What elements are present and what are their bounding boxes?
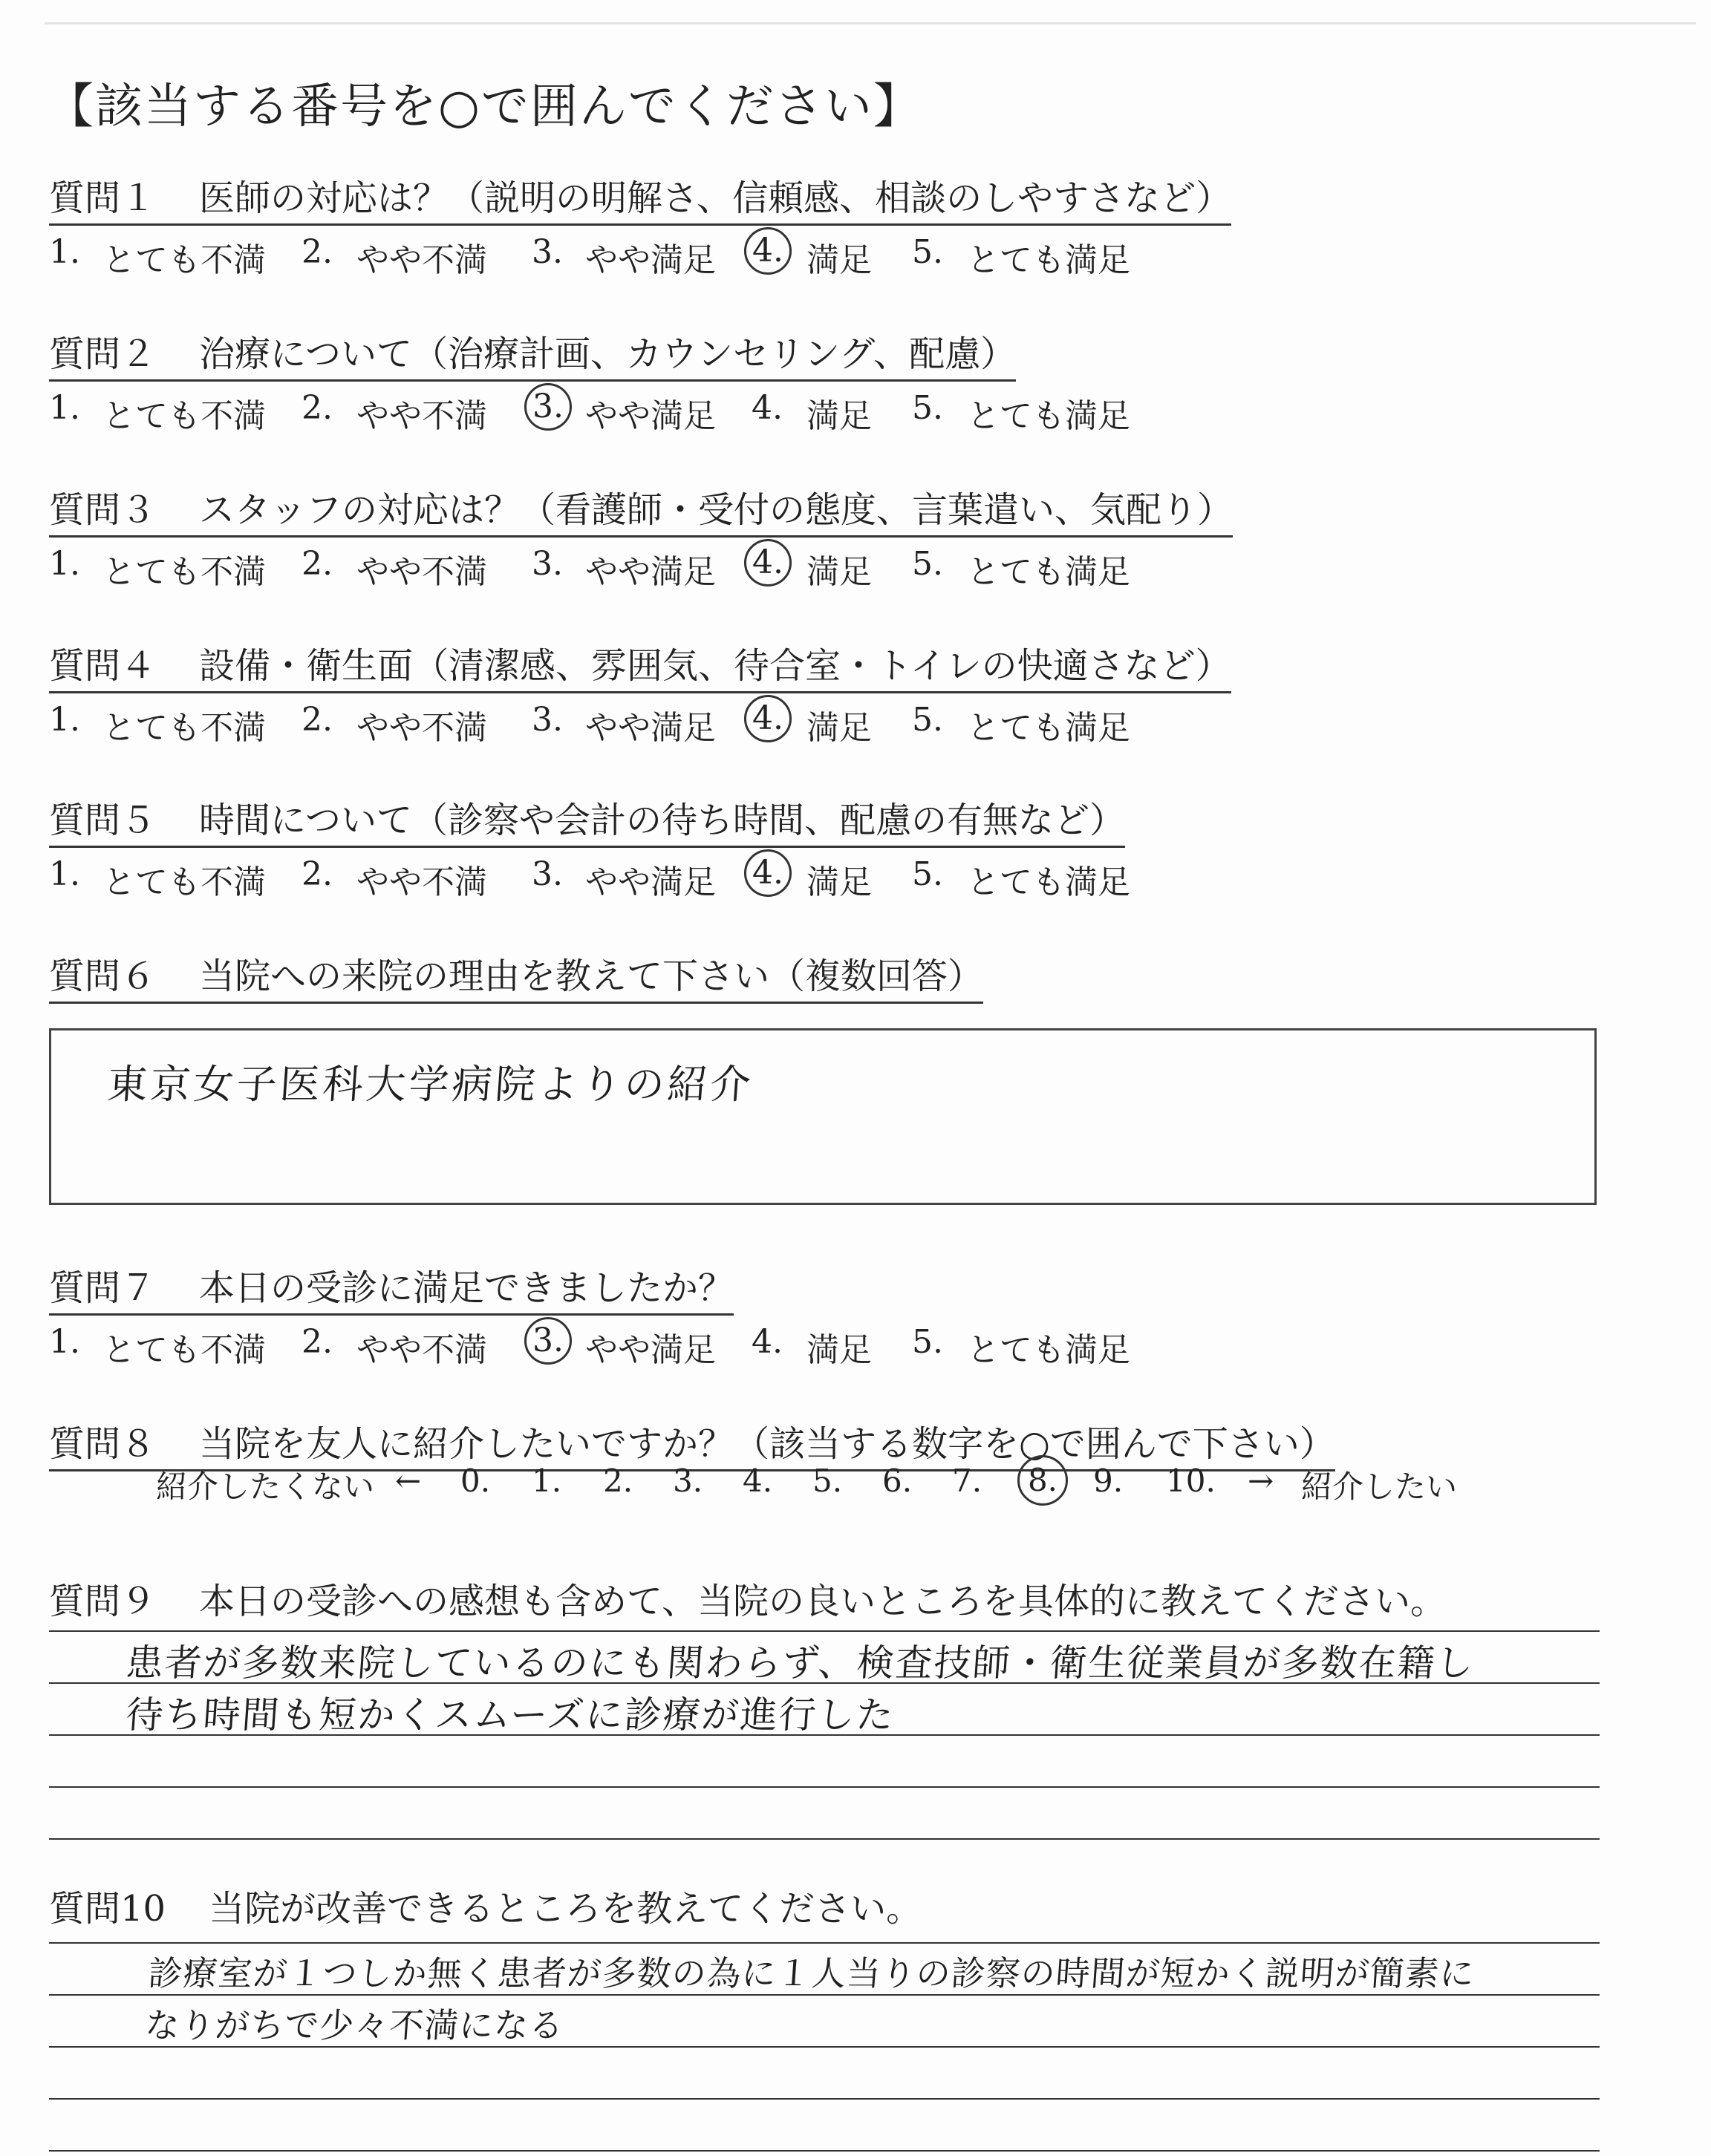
option-label: とても満足 <box>967 397 1130 435</box>
option-number: 3. <box>532 855 563 893</box>
option-number: 2. <box>302 545 333 583</box>
option-label: やや満足 <box>585 553 716 591</box>
question-text: 当院への来院の理由を教えて下さい（複数回答） <box>199 956 984 997</box>
option-label: とても満足 <box>967 863 1130 901</box>
option-label: やや不満 <box>356 553 487 591</box>
option-number: 1. <box>49 855 80 893</box>
question-9 <box>49 1572 1446 1624</box>
question-7 <box>49 1259 1130 1375</box>
option-number: 1. <box>49 1323 80 1361</box>
option-label: やや不満 <box>356 241 487 279</box>
option-label: やや不満 <box>356 709 487 747</box>
selected-option-circle: 4. <box>744 227 792 275</box>
rating-options <box>49 388 1130 441</box>
option-label: やや不満 <box>356 1331 487 1369</box>
option-number: 2. <box>302 1323 333 1361</box>
option-label: とても満足 <box>967 553 1130 591</box>
selected-option-circle: 3. <box>524 1317 572 1365</box>
question-number: 質問１ <box>49 177 157 219</box>
question-6 <box>49 947 983 1004</box>
option-label: やや満足 <box>585 397 716 435</box>
scale-right-label: 紹介したい <box>1301 1469 1458 1505</box>
question-text: 治療について（治療計画、カウンセリング、配慮） <box>199 333 1017 375</box>
option-label: 満足 <box>806 1331 872 1369</box>
selected-scale-circle: 8. <box>1017 1455 1068 1506</box>
option-number: 1. <box>49 545 80 583</box>
question-number: 質問２ <box>49 333 157 375</box>
option-label: やや満足 <box>585 863 716 901</box>
question-number: 質問５ <box>49 800 157 841</box>
option-number: 5. <box>912 545 943 583</box>
selected-option-circle: 4. <box>744 539 792 587</box>
rating-options <box>49 1322 1130 1375</box>
question-1-title <box>49 169 1231 226</box>
option-number: 1. <box>49 233 80 271</box>
option-number: 2. <box>302 389 333 427</box>
option-label: とても不満 <box>102 241 266 279</box>
question-text: 設備・衛生面（清潔感、雰囲気、待合室・トイレの快適さなど） <box>199 645 1231 687</box>
answer-line <box>49 1786 1600 1788</box>
option-label: とても満足 <box>967 1331 1130 1369</box>
selected-option-circle: 4. <box>744 849 792 897</box>
answer-line <box>49 2150 1600 2152</box>
option-label: 満足 <box>806 709 872 747</box>
scale-number: 9. <box>1093 1463 1124 1499</box>
selected-option-circle: 4. <box>744 695 792 742</box>
handwritten-answer-line-2: 待ち時間も短かくスムーズに診療が進行した <box>124 1693 896 1737</box>
question-number: 質問３ <box>49 489 157 531</box>
option-label: やや満足 <box>585 709 716 747</box>
scale-number: 3. <box>673 1463 703 1499</box>
option-label: やや不満 <box>356 863 487 901</box>
option-number: 4. <box>752 1323 783 1361</box>
option-label: やや満足 <box>585 241 716 279</box>
question-7-title <box>49 1259 734 1316</box>
handwritten-answer-line-1: 診療室が１つしか無く患者が多数の為に１人当りの診察の時間が短かく説明が簡素に <box>146 1953 1476 1993</box>
question-5-title <box>49 791 1125 848</box>
option-number: 1. <box>49 701 80 739</box>
option-label: 満足 <box>806 397 872 435</box>
rating-options <box>49 854 1130 907</box>
option-label: とても不満 <box>102 709 266 747</box>
rating-options <box>49 233 1231 285</box>
handwritten-answer-line-2: なりがちで少々不満になる <box>143 2005 566 2045</box>
arrow-right-icon: → <box>1248 1463 1274 1499</box>
option-label: とても不満 <box>102 553 266 591</box>
option-number: 5. <box>912 701 943 739</box>
question-text: 当院を友人に紹介したいですか？（該当する数字を○で囲んで下さい） <box>199 1423 1335 1465</box>
question-4-title <box>49 637 1231 693</box>
option-number: 3. <box>532 701 563 739</box>
question-text: 医師の対応は？（説明の明解さ、信頼感、相談のしやすさなど） <box>199 177 1232 219</box>
scale-number: 5. <box>812 1463 843 1499</box>
top-edge-line <box>45 22 1696 24</box>
option-number: 3. <box>532 233 563 271</box>
question-5 <box>49 791 1130 907</box>
option-number: 2. <box>302 233 333 271</box>
question-text: 時間について（診察や会計の待ち時間、配慮の有無など） <box>199 800 1126 841</box>
scale-number: 4. <box>743 1463 773 1499</box>
instructions-header: 【該当する番号を○で囲んでください】 <box>46 79 922 134</box>
question-4 <box>49 637 1231 753</box>
answer-line <box>49 1838 1600 1840</box>
option-number: 1. <box>49 389 80 427</box>
option-number: 3. <box>532 545 563 583</box>
scale-number: 1. <box>532 1463 562 1499</box>
question-6-title <box>49 947 983 1004</box>
question-2-title <box>49 325 1016 382</box>
option-number: 4. <box>752 389 783 427</box>
answer-line <box>49 1630 1600 1632</box>
option-label: 満足 <box>806 553 872 591</box>
question-text: 当院が改善できるところを教えてください。 <box>209 1888 922 1930</box>
option-label: とても不満 <box>102 1331 266 1369</box>
question-text: 本日の受診への感想も含めて、当院の良いところを具体的に教えてください。 <box>199 1581 1447 1622</box>
question-3 <box>49 481 1233 597</box>
question-number: 質問４ <box>49 645 157 687</box>
scale-left-label: 紹介したくない <box>156 1469 375 1505</box>
question-text: スタッフの対応は？（看護師・受付の態度、言葉遣い、気配り） <box>199 489 1233 531</box>
option-label: やや不満 <box>356 397 487 435</box>
rating-options <box>49 545 1233 597</box>
option-number: 5. <box>912 233 943 271</box>
rating-options <box>49 701 1231 753</box>
option-number: 5. <box>912 389 943 427</box>
option-label: 満足 <box>806 863 872 901</box>
option-number: 2. <box>302 701 333 739</box>
question-number: 質問９ <box>49 1581 157 1622</box>
scale-number: 7. <box>952 1463 982 1499</box>
question-2 <box>49 325 1130 441</box>
question-number: 質問10 <box>49 1888 166 1930</box>
option-label: とても不満 <box>102 397 266 435</box>
scale-number: 10. <box>1166 1463 1216 1499</box>
handwritten-answer: 東京女子医科大学病院よりの紹介 <box>105 1061 755 1108</box>
question-text: 本日の受診に満足できましたか？ <box>199 1267 734 1309</box>
question-9-title <box>49 1572 1446 1624</box>
question-1 <box>49 169 1231 285</box>
question-6-answer-box <box>49 1028 1597 1205</box>
handwritten-answer-line-1: 患者が多数来院しているのにも関わらず、検査技師・衛生従業員が多数在籍し <box>124 1642 1476 1685</box>
question-3-title <box>49 481 1233 538</box>
selected-option-circle: 3. <box>524 383 572 431</box>
question-number: 質問７ <box>49 1267 157 1309</box>
scale-number: 6. <box>882 1463 913 1499</box>
question-number: 質問６ <box>49 956 157 997</box>
option-label: とても不満 <box>102 863 266 901</box>
scale-number: 2. <box>603 1463 633 1499</box>
answer-line <box>49 2098 1600 2100</box>
option-number: 5. <box>912 855 943 893</box>
question-10 <box>49 1880 922 1931</box>
question-10-title <box>49 1880 922 1931</box>
option-label: とても満足 <box>967 241 1130 279</box>
arrow-left-icon: ← <box>395 1463 422 1499</box>
option-number: 2. <box>302 855 333 893</box>
option-number: 5. <box>912 1323 943 1361</box>
scale-number: 0. <box>460 1463 491 1499</box>
option-label: やや満足 <box>585 1331 716 1369</box>
answer-line <box>49 1942 1600 1944</box>
option-label: とても満足 <box>967 709 1130 747</box>
question-number: 質問８ <box>49 1423 157 1465</box>
option-label: 満足 <box>806 241 872 279</box>
